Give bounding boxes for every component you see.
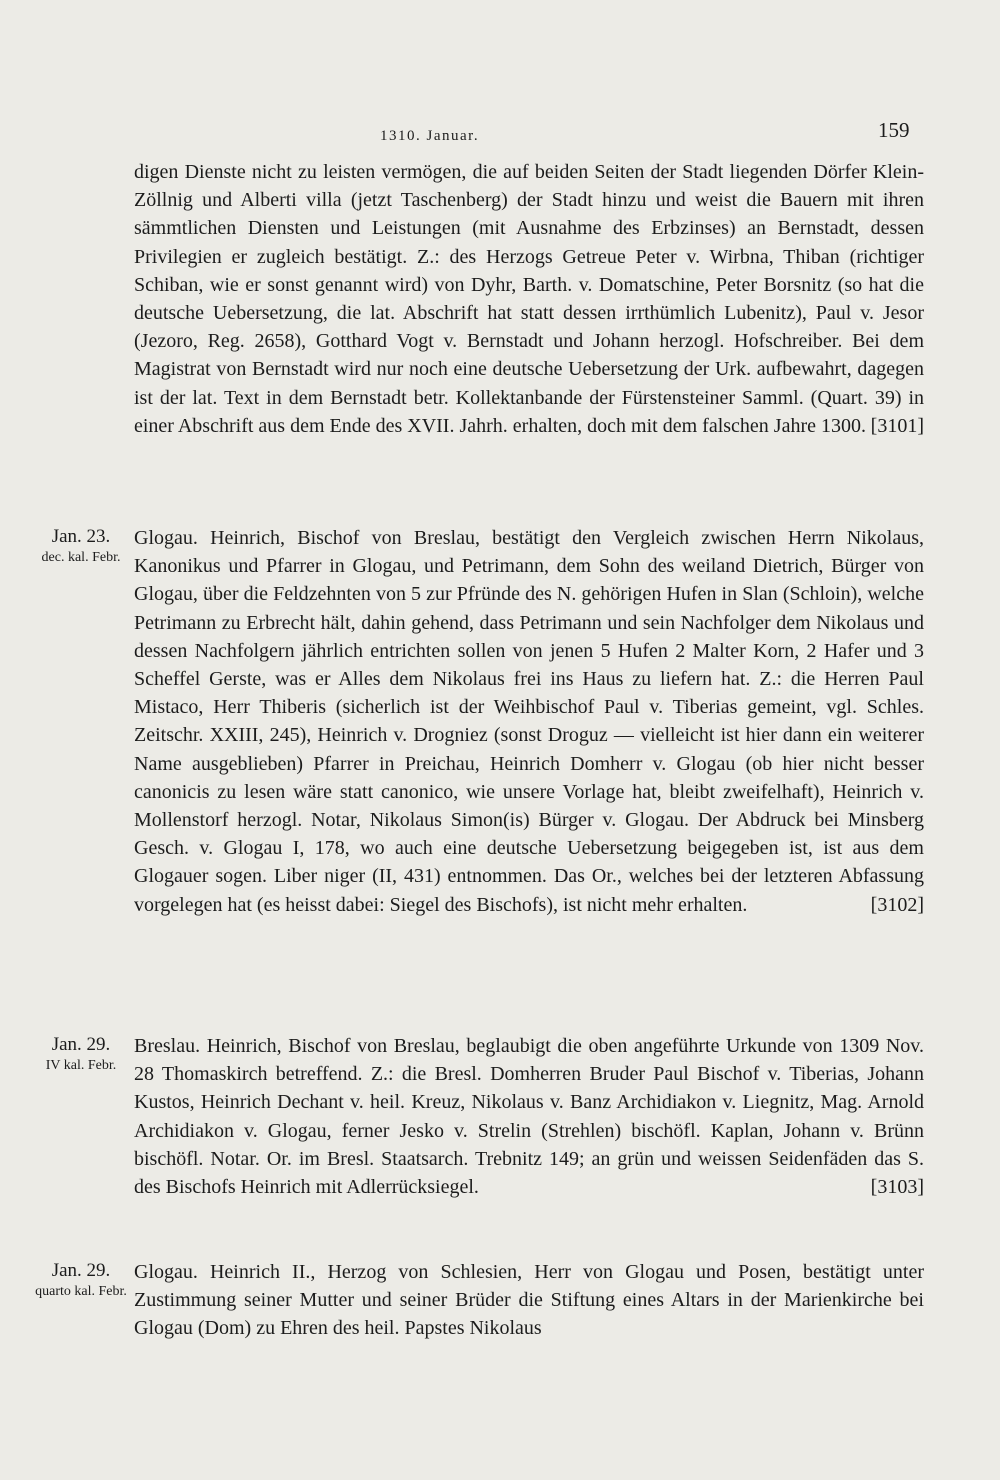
entry-body [134, 158, 924, 440]
margin-date [28, 524, 134, 565]
entry-text: Breslau. Heinrich, Bischof von Breslau, beglaubigt die oben angeführte Urkunde von 1309 Nov. 28 Thomaskirch betreffend. Z.: die Bresl. Domherren Bruder Paul Bischof v. Tiberias, Johann Kustos, Heinrich Dechant v. heil. Kreuz, Nikolaus v. Banz Archidiakon v. Liegnitz, Mag. Arnold Archidiakon v. Glogau, ferner Jesko v. Strelin (Strehlen) bischöfl. Kaplan, Johann v. Brünn bischöfl. Notar. Or. im Bresl. Staatsarch. Trebnitz 149; an grün und weissen Seidenfäden das S. des Bischofs Heinrich mit Adlerrücksiegel. [134, 1035, 924, 1199]
date-label: Jan. 29. [51, 1034, 111, 1055]
entry-text: digen Dienste nicht zu leisten vermögen, die auf beiden Seiten der Stadt liegenden Dörfer Klein-Zöllnig und Alberti villa (jetzt Taschenberg) der Stadt hinzu und weist die Bauern mit ihren sämmtlichen Diensten und Leistungen (mit Ausnahme des Erbzinses) an Bernstadt, dessen Privilegien er zugleich bestätigt. Z.: des Herzogs Getreue Peter v. Wirbna, Thiban (richtiger Schiban, wie er sonst genannt wird) von Dyhr, Barth. v. Domatschine, Peter Borsnitz (so hat die deutsche Uebersetzung, die lat. Abschrift hat statt dessen irrthümlich Lubenitz), Paul v. Jesor (Jezoro, Reg. 2658), Gotthard Vogt v. Bernstadt und Johann herzogl. Hofschreiber. Bei dem Magistrat von Bernstadt wird nur noch eine deutsche Uebersetzung der Urk. aufbewahrt, dagegen ist der lat. Text in dem Bernstadt betr. Kollektanbande der Fürstensteiner Samml. (Quart. 39) in einer Abschrift aus dem Ende des XVII. Jahrh. erhalten, doch mit dem falschen Jahre 1300. [134, 161, 924, 437]
entry-body [134, 1032, 924, 1201]
entry-text: Glogau. Heinrich II., Herzog von Schlesien, Herr von Glogau und Posen, bestätigt unter Zustimmung seiner Mutter und seiner Brüder die Stiftung eines Altars in der Marienkirche bei Glogau (Dom) zu Ehren des heil. Papstes Nikolaus [134, 1261, 924, 1340]
entry-reference-number: [3103] [870, 1176, 924, 1199]
margin-date [28, 1258, 134, 1299]
date-label: Jan. 23. [51, 526, 111, 547]
entry-body [134, 524, 924, 919]
roman-date-label: IV kal. Febr. [45, 1058, 117, 1073]
entry-reference-number: [3102] [870, 893, 924, 916]
margin-date [28, 1032, 134, 1073]
entry-reference-number: [3101] [870, 414, 924, 437]
date-label: Jan. 29. [51, 1260, 111, 1281]
entry-text: Glogau. Heinrich, Bischof von Breslau, bestätigt den Vergleich zwischen Herrn Nikolaus, Kanonikus und Pfarrer in Glogau, und Petrimann, dem Sohn des weiland Dietrich, Bürger von Glogau, über die Feldzehnten von 5 zur Pfründe des N. gehörigen Hufen in Slan (Schloin), welche Petrimann zu Erbrecht hält, dahin gehend, dass Petrimann und sein Nachfolger dem Nikolaus und dessen Nachfolgern jährlich entrichten sollen von jenen 5 Hufen 2 Malter Korn, 2 Hafer und 3 Scheffel Gerste, was er Alles dem Nikolaus frei ins Haus zu liefern hat. Z.: die Herren Paul Mistaco, Herr Thiberis (sicherlich ist der Weihbischof Paul v. Tiberias gemeint, vgl. Schles. Zeitschr. XXIII, 245), Heinrich v. Drogniez (sonst Droguz — vielleicht ist hier dann ein weiterer Name ausgeblieben) Pfarrer in Preichau, Heinrich Domherr v. Glogau (ob hier nicht besser canonicis zu lesen wäre statt canonico, wie unsere Vorlage hat, bleibt zweifelhaft), Heinrich v. Mollenstorf herzogl. Notar, Nikolaus Simon(is) Bürger v. Glogau. Der Abdruck bei Minsberg Gesch. v. Glogau I, 178, wo auch eine deutsche Uebersetzung beigegeben ist, ist aus dem Glogauer sogen. Liber niger (II, 431) entnommen. Das Or., welches bei der letzteren Abfassung vorgelegen hat (es heisst dabei: Siegel des Bischofs), ist nicht mehr erhalten. [134, 527, 924, 916]
roman-date-label: quarto kal. Febr. [35, 1284, 127, 1299]
running-head-title: 1310. Januar. [380, 128, 480, 144]
roman-date-label: dec. kal. Febr. [41, 550, 121, 565]
page-number: 159 [878, 118, 910, 142]
entry-body [134, 1258, 924, 1343]
